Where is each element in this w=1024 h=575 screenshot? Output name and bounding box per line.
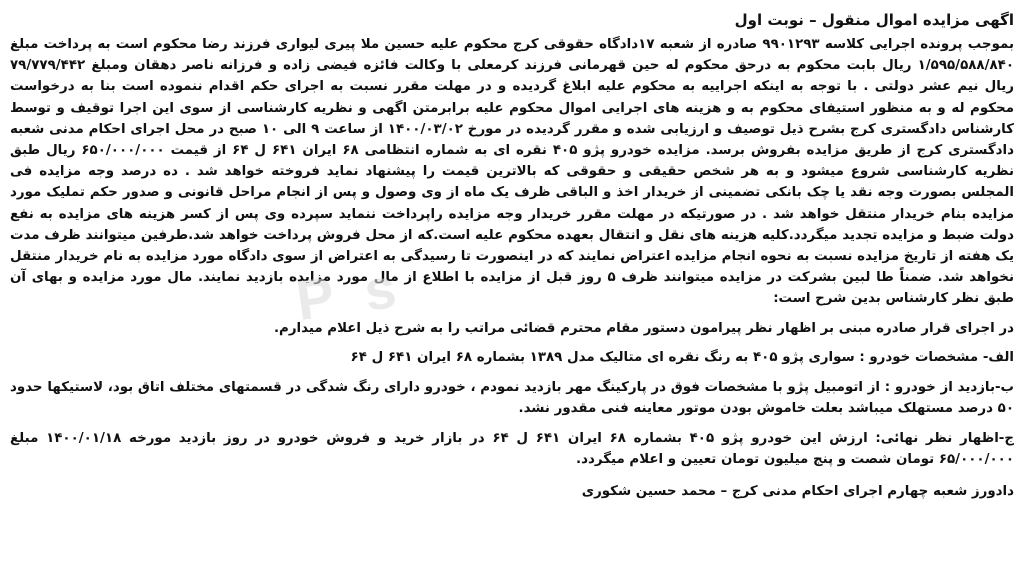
notice-title: اگهی مزایده اموال منقول – نوبت اول xyxy=(734,11,1014,29)
vehicle-inspection-paragraph: ب-بازدید از خودرو : از اتومبیل پژو با مشخصات فوق در پارکینگ مهر بازدید نمودم ، خودرو دارای رنگ شدگی در قسمتهای مختلف اتاق بود، لاستیکها حدود ۵۰ درصد مستهلک میباشد بعلت خاموش بودن موتور معاینه فنی مقدور نشد. xyxy=(10,379,1014,417)
watermark: P s xyxy=(292,255,400,333)
final-opinion-paragraph: ج-اظهار نظر نهائی: ارزش این خودرو پژو ۴۰۵ بشماره ۶۸ ایران ۶۴۱ ل ۶۴ در بازار خرید و فروش خودرو در روز بازدید مورخه ۱۴۰۰/۰۱/۱۸ مبلغ ۶۵/۰۰۰/۰۰۰ تومان شصت و پنج میلیون تومان تعیین و اعلام میگردد. xyxy=(10,430,1015,468)
vehicle-specs-paragraph: الف- مشخصات خودرو : سواری پژو ۴۰۵ به رنگ نقره ای متالیک مدل ۱۳۸۹ بشماره ۶۸ ایران ۶۴۱ ل ۶۴ xyxy=(350,350,1014,366)
main-paragraph: بموجب پرونده اجرایی کلاسه ۹۹۰۱۲۹۳ صادره از شعبه ۱۷دادگاه حقوقی کرج محکوم علیه حسین ملا پیری لیواری فرزند رضا محکوم است به پرداخت مبلغ ۱/۵۹۵/۵۸۸/۸۴۰ ریال بابت محکوم به درحق محکوم له حین قهرمانی فرزند کرمعلی با وکالت فائزه فیضی زاده و فرزانه ناصر دهقان ومبلغ ۷۹/۷۷۹/۴۴۲ ریال نیم عشر دولتی . با توجه به اینکه اجراییه به محکوم علیه ابلاغ گردیده و در مهلت مقرر نسبت به اجرای حکم اقدام ننموده است بنا به درخواست محکوم له و به منظور استیفای محکوم به و هزینه های اجرایی اموال محکوم علیه برابرمتن اگهی و نظریه کارشناسی از سوی این اجرا توقیف و توسط کارشناس دادگستری کرج بشرح ذیل توصیف و ارزیابی شده و مقرر گردیده در مورخ ۱۴۰۰/۰۳/۰۲ از ساعت ۹ الی ۱۰ صبح در محل اجرای احکام مدنی شعبه دادگستری کرج از طریق مزایده بفروش برسد. مزایده خودرو پژو ۴۰۵ نقره ای به شماره انتظامی ۶۸ ایران ۶۴۱ ل ۶۴ از قیمت ۶۵۰/۰۰۰/۰۰۰ ریال طبق نظریه کارشناسی شروع میشود و به هر شخص حقیقی و حقوقی که بالاترین قیمت را پیشنهاد نماید فروخته خواهد شد . ده درصد وجه مزایده فی المجلس بصورت وجه نقد یا چک بانکی تضمینی از خریدار اخذ و الباقی ظرف یک ماه از وی وصول و پس از انجام مراحل قانونی و صدور حکم تملیک مورد مزایده بنام خریدار منتقل خواهد شد . در صورتیکه در مهلت مقرر خریدار وجه مزایده راپرداخت ننماید سپرده وی پس از کسر هزینه های مزایده به نفع دولت ضبط و مزایده تجدید میگردد.کلیه هزینه های نقل و انتقال بعهده محکوم علیه است.که از محل فروش پرداخت خواهد شد.طرفین میتوانند ظرف مدت یک هفته از تاریخ مزایده نسبت به نحوه انجام مزایده اعتراض نمایند که در اینصورت تا رسیدگی به اعتراض از سوی دادگاه مورد مزایده به نام خریدار منتقل نخواهد شد. ضمناً طا لبین بشرکت در مزایده میتوانند ظرف ۵ روز قبل از مزایده با اطلاع از مال مورد مزایده بازدید نمایند. مال مورد مزایده و بهای آن طبق نظر کارشناس بدین شرح است: xyxy=(10,37,1015,307)
order-paragraph: در اجرای قرار صادره مبنی بر اظهار نظر پیرامون دستور مقام محترم قضائی مراتب را به شرح ذیل اعلام میدارم. xyxy=(273,320,1014,336)
signature-line: دادورز شعبه چهارم اجرای احکام مدنی کرج – محمد حسین شکوری xyxy=(581,483,1014,499)
